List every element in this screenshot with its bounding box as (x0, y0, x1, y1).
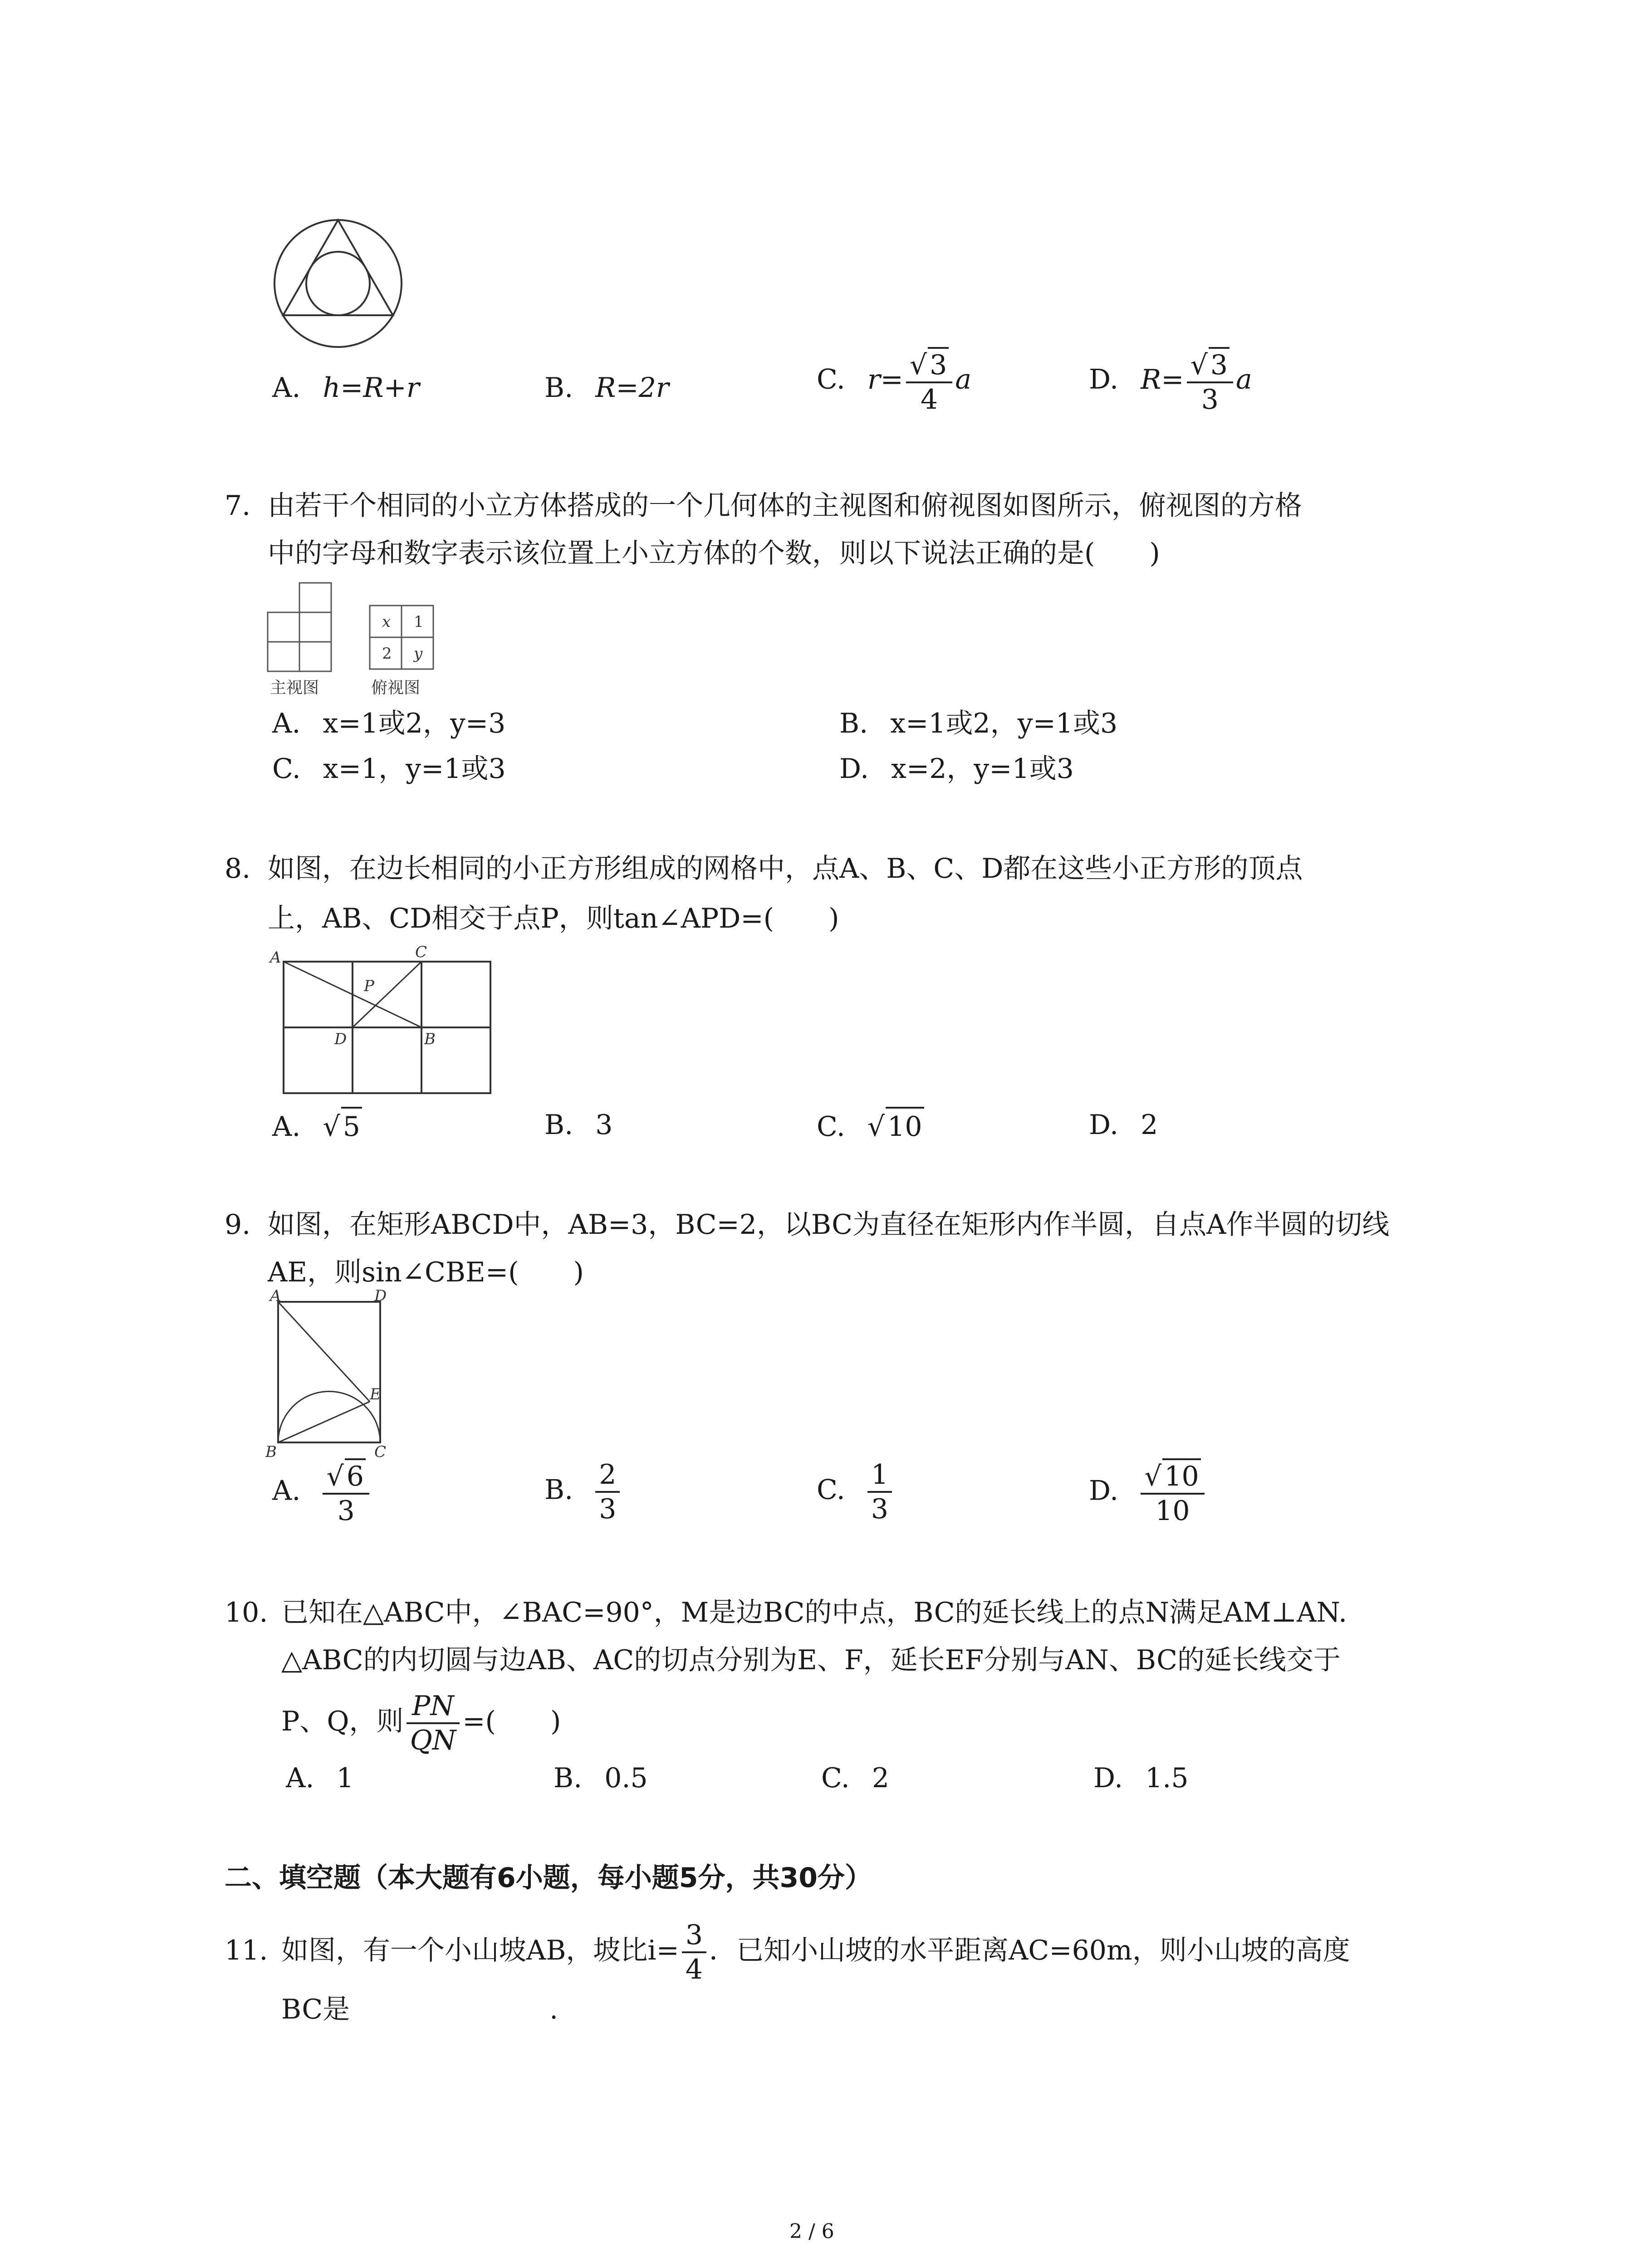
numerator: 6 (345, 1458, 366, 1493)
line3-suffix: =( ) (462, 1706, 561, 1737)
option-letter: D. (839, 753, 869, 785)
option-letter: C. (821, 1762, 850, 1794)
option-lhs: r= (867, 363, 903, 396)
line3-prefix: P、Q，则 (281, 1706, 404, 1737)
q7-option-c[interactable] (272, 751, 506, 787)
label-d: D (374, 1288, 387, 1305)
q9-text-line1: 如图，在矩形ABCD中，AB=3，BC=2，以BC为直径在矩形内作半圆，自点A作半圆的切线 (268, 1209, 1390, 1241)
option-letter: D. (1089, 363, 1119, 396)
fraction: $\frac{√ 10}{10}$ (1141, 1458, 1205, 1527)
label-a: A (270, 948, 281, 967)
q10-number: 10. (225, 1597, 268, 1628)
fraction (407, 1690, 460, 1757)
q8-option-a[interactable]: A. √ 5 (272, 1107, 362, 1145)
q11-text-line2 (281, 1991, 558, 2028)
q7-front-view (268, 583, 331, 671)
q10-option-a[interactable] (286, 1760, 354, 1796)
q7-text-line1: 由若干个相同的小立方体搭成的一个几何体的主视图和俯视图如图所示，俯视图的方格 (268, 490, 1302, 522)
label-d: D (334, 1030, 347, 1048)
denominator: 3 (599, 1493, 617, 1525)
option-rhs: a (1236, 363, 1252, 396)
option-letter: C. (817, 1111, 845, 1143)
q7-option-a[interactable] (272, 705, 505, 742)
q9-rectangle (278, 1302, 380, 1442)
option-text: x=1或2，y=1或3 (890, 708, 1118, 739)
numerator: 3 (682, 1919, 706, 1953)
line1-suffix: ．已知小山坡的水平距离AC=60m，则小山坡的高度 (709, 1935, 1350, 1966)
q10-text-line2: △ABC的内切圆与边AB、AC的切点分别为E、F，延长EF分别与AN、BC的延长线交于 (281, 1644, 1341, 1676)
q6-option-b[interactable] (544, 370, 669, 406)
option-letter: C. (272, 753, 301, 785)
denominator: QN (410, 1725, 456, 1757)
radicand: 10 (886, 1107, 924, 1145)
grid-cell-y: y (414, 645, 423, 663)
option-rhs: a (955, 363, 972, 396)
option-letter: D. (1089, 1475, 1119, 1507)
q6-figure (265, 218, 460, 349)
option-lhs: R= (1141, 363, 1184, 396)
fraction: $\frac{√ 6}{3}$ (323, 1458, 369, 1527)
denominator: 3 (337, 1495, 355, 1527)
denominator: 10 (1155, 1495, 1190, 1527)
q9-option-c[interactable] (817, 1458, 895, 1525)
q7-figure (263, 572, 454, 708)
fraction (867, 1458, 892, 1525)
option-letter: B. (544, 1474, 573, 1506)
q6-option-c[interactable] (817, 347, 971, 416)
q6-triangle (283, 220, 393, 315)
radicand: 3 (1209, 347, 1230, 381)
denominator: 4 (685, 1954, 703, 1986)
option-text: R=2r (595, 372, 669, 404)
numerator: PN (407, 1690, 460, 1724)
q9-text-line2: AE，则sin∠CBE=( ) (268, 1256, 584, 1288)
q9-figure (261, 1288, 397, 1461)
label-b: B (424, 1030, 436, 1048)
denominator: 4 (921, 384, 938, 415)
q7-top-view (370, 606, 433, 669)
option-letter: B. (544, 1109, 573, 1141)
q7-option-b[interactable] (839, 705, 1117, 742)
grid-cell-x: x (382, 613, 391, 631)
q7-number: 7. (225, 490, 251, 522)
option-text: 2 (872, 1762, 890, 1794)
label-c: C (374, 1443, 387, 1461)
option-text: 1.5 (1145, 1762, 1189, 1794)
fraction (595, 1458, 620, 1525)
numerator: 1 (867, 1458, 892, 1493)
option-text: h=R+r (323, 372, 420, 404)
q8-number: 8. (225, 853, 251, 885)
option-letter: C. (817, 1474, 845, 1506)
q7-text-line2: 中的字母和数字表示该位置上小立方体的个数，则以下说法正确的是( ) (268, 538, 1160, 569)
q8-option-d[interactable] (1089, 1107, 1158, 1143)
grid-cell-2: 2 (382, 645, 392, 663)
radicand: 3 (928, 347, 949, 381)
radicand: 5 (341, 1107, 362, 1145)
q9-option-d[interactable] (1089, 1458, 1207, 1527)
label-e: E (370, 1385, 381, 1403)
q9-semicircle (278, 1392, 380, 1443)
option-letter: B. (839, 708, 868, 739)
line1-prefix: 如图，有一个小山坡AB，坡比i= (281, 1935, 679, 1966)
q10-text-line1: 已知在△ABC中，∠BAC=90°，M是边BC的中点，BC的延长线上的点N满足AM⊥AN. (281, 1597, 1347, 1628)
q8-text-line1: 如图，在边长相同的小正方形组成的网格中，点A、B、C、D都在这些小正方形的顶点 (268, 853, 1303, 885)
numerator: 10 (1162, 1458, 1200, 1493)
q8-option-c[interactable]: C. √ 10 (817, 1107, 924, 1145)
q6-option-d[interactable] (1089, 347, 1252, 416)
page-number: 2 / 6 (789, 2220, 834, 2243)
q9-segment-ae (278, 1302, 370, 1402)
option-text: 3 (595, 1109, 613, 1141)
denominator: 3 (871, 1493, 889, 1525)
option-letter: A. (272, 372, 301, 404)
option-text: 2 (1141, 1109, 1158, 1141)
top-view-label: 俯视图 (371, 679, 421, 697)
option-letter: B. (554, 1762, 583, 1794)
option-text: x=1，y=1或3 (323, 753, 506, 785)
q8-figure (268, 943, 504, 1098)
q7-option-d[interactable] (839, 751, 1074, 787)
q11-text-line1 (281, 1914, 1350, 1987)
option-letter: C. (817, 363, 845, 396)
numerator: 2 (595, 1458, 620, 1493)
label-p: P (364, 977, 374, 995)
option-text: 0.5 (604, 1762, 648, 1794)
q8-option-b[interactable] (544, 1107, 612, 1143)
q6-circumcircle (274, 220, 402, 347)
q10-option-c[interactable] (821, 1760, 889, 1796)
q10-text-line3 (281, 1685, 561, 1758)
grid-cell-1: 1 (414, 613, 424, 631)
label-c: C (415, 943, 427, 961)
q8-text-line2: 上，AB、CD相交于点P，则tan∠APD=( ) (268, 903, 839, 934)
q6-incircle (306, 252, 370, 315)
option-letter: D. (1089, 1109, 1119, 1141)
option-letter: A. (272, 1111, 301, 1143)
q10-option-b[interactable] (554, 1760, 648, 1796)
label-a: A (270, 1288, 281, 1305)
fraction: $\frac{√ 3}{3}$ (1187, 347, 1233, 416)
option-letter: D. (1093, 1762, 1123, 1794)
q9-option-b[interactable] (544, 1458, 622, 1525)
line2-prefix: BC是 (281, 1994, 350, 2025)
denominator: 3 (1201, 384, 1219, 415)
line2-suffix: . (549, 1994, 558, 2025)
q9-number: 9. (225, 1209, 251, 1241)
front-view-label: 主视图 (270, 679, 319, 697)
option-text: x=2，y=1或3 (891, 753, 1074, 785)
option-letter: A. (286, 1762, 314, 1794)
option-text: 1 (336, 1762, 354, 1794)
q11-number: 11. (225, 1935, 268, 1966)
option-letter: B. (544, 372, 573, 404)
q6-option-a[interactable] (272, 370, 420, 406)
option-letter: A. (272, 1475, 301, 1507)
option-text: x=1或2，y=3 (323, 708, 506, 739)
q8-grid (284, 962, 490, 1093)
q9-option-a[interactable] (272, 1458, 372, 1527)
fraction (682, 1919, 706, 1986)
label-b: B (265, 1443, 277, 1461)
section-heading: 二、填空题（本大题有6小题，每小题5分，共30分） (225, 1862, 872, 1894)
q10-option-d[interactable] (1093, 1760, 1189, 1796)
option-letter: A. (272, 708, 301, 739)
fraction: $\frac{√ 3}{4}$ (906, 347, 952, 416)
